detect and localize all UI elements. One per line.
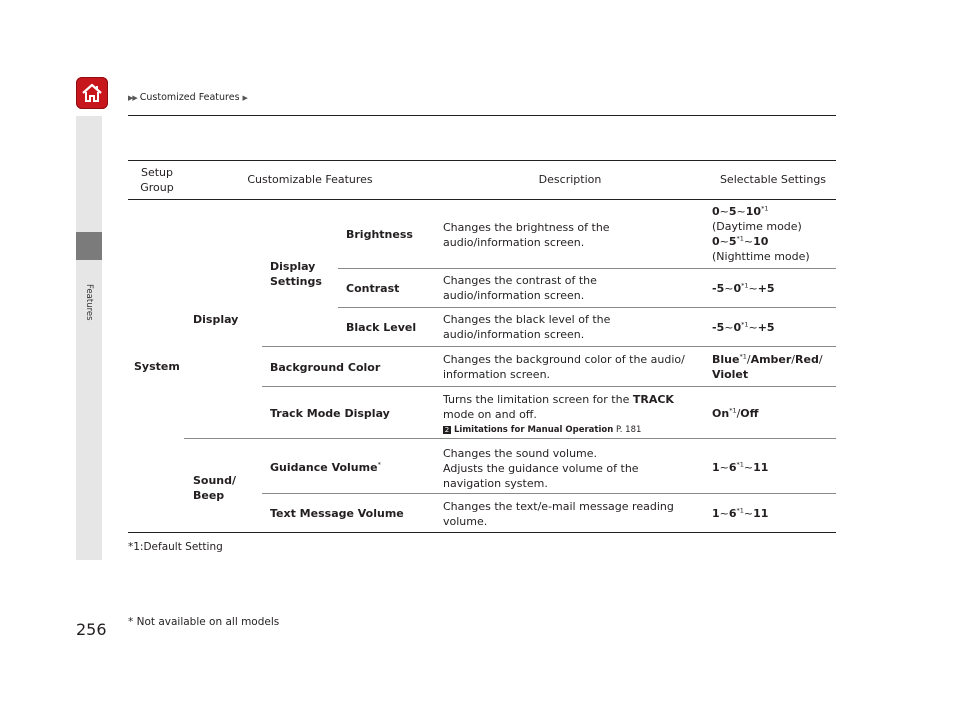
table-header-rule	[128, 199, 836, 200]
feature-text-message-volume: Text Message Volume	[270, 507, 404, 520]
feature-brightness: Brightness	[346, 228, 413, 241]
subgroup-display: Display	[193, 313, 239, 326]
settings-black-level: $-5\sim 0^{*1}\sim+5$	[712, 320, 775, 334]
settings-guidance-volume: 1~6$^{*1}$~11	[712, 460, 769, 474]
subgroup-display-settings: Display Settings	[270, 260, 322, 288]
header-customizable-features: Customizable Features	[247, 173, 373, 186]
desc-guidance-volume: Changes the sound volume. Adjusts the guidance volume of the navigation system.	[443, 447, 639, 490]
feature-contrast: Contrast	[346, 282, 400, 295]
row-divider	[184, 438, 836, 439]
desc-contrast: Changes the contrast of the audio/information screen.	[443, 274, 597, 302]
row-divider	[262, 493, 836, 494]
subgroup-sound-beep: Sound/ Beep	[193, 474, 237, 502]
desc-text-message-volume: Changes the text/e-mail message reading volume.	[443, 500, 674, 528]
settings-contrast: $-5\sim 0^{*1}\sim+5$	[712, 281, 775, 295]
desc-track-mode-display: Turns the limitation screen for the TRACK mode on and off. 2 Limitations for Manual Operation P. 181	[443, 392, 698, 438]
row-divider	[338, 307, 836, 308]
header-divider	[128, 115, 836, 116]
footnote-models: * Not available on all models	[128, 616, 280, 628]
feature-guidance-volume: Guidance Volume*	[270, 460, 381, 474]
breadcrumb[interactable]	[128, 92, 248, 103]
home-button[interactable]	[76, 77, 108, 109]
feature-black-level: Black Level	[346, 321, 417, 334]
page-number: 256	[76, 620, 107, 639]
settings-brightness: 0~5~10$^{*1}$ (Daytime mode) 0~5$^{*1}$~10 (Nighttime mode)	[712, 204, 810, 263]
settings-text-message-volume: 1~6$^{*1}$~11	[712, 506, 769, 520]
row-divider	[262, 346, 836, 347]
table-top-rule	[128, 160, 836, 161]
side-tab-strip	[76, 116, 102, 232]
header-selectable-settings: Selectable Settings	[719, 173, 827, 186]
breadcrumb-arrow-icon: ▶▶	[128, 94, 137, 102]
settings-track-mode-display: On$^{*1}$/Off	[712, 406, 759, 420]
reference-icon: 2	[444, 426, 450, 434]
settings-background-color: Blue$^{*1}$/Amber/Red/ Violet	[712, 352, 823, 381]
feature-background-color: Background Color	[270, 361, 381, 374]
row-divider	[338, 268, 836, 269]
desc-black-level: Changes the black level of the audio/information screen.	[443, 313, 611, 341]
footnote-default-setting: *1:Default Setting	[128, 541, 223, 553]
side-tab-active[interactable]	[76, 232, 102, 260]
feature-track-mode-display: Track Mode Display	[270, 407, 390, 420]
home-icon	[80, 81, 104, 105]
group-system: System	[134, 360, 180, 373]
desc-brightness: Changes the brightness of the audio/information screen.	[443, 221, 610, 249]
header-description: Description	[538, 173, 602, 186]
table-bottom-rule	[128, 532, 836, 533]
breadcrumb-link[interactable]: Customized Features	[139, 92, 240, 103]
row-divider	[262, 386, 836, 387]
section-label: Features	[84, 284, 94, 321]
header-setup-group: Setup Group	[140, 166, 174, 194]
reference-link[interactable]: 2 Limitations for Manual Operation P. 181	[444, 425, 642, 435]
breadcrumb-arrow-icon: ▶	[242, 94, 248, 102]
desc-background-color: Changes the background color of the audio/ information screen.	[443, 353, 685, 381]
